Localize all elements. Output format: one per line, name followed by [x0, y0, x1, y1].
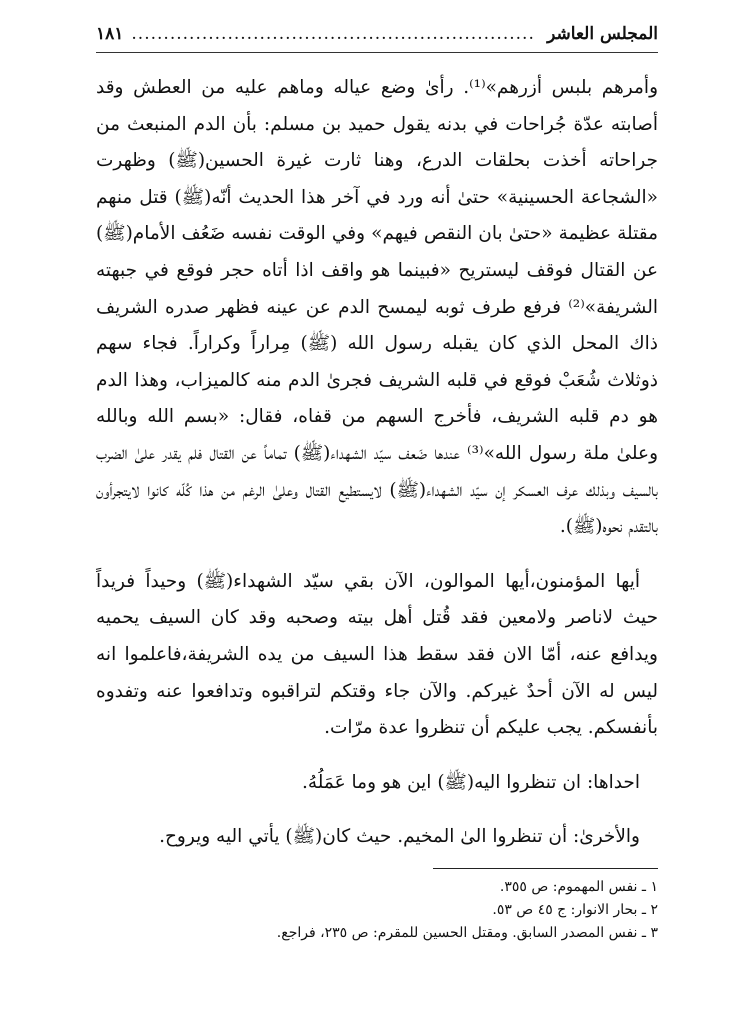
footnote-rule	[433, 868, 658, 869]
page-number: ١٨١	[96, 24, 124, 44]
paragraph-4: والأخرىٰ: أن تنظروا الىٰ المخيم. حيث كان(ﷺ) يأتي اليه ويروح.	[159, 826, 640, 848]
chapter-title: المجلس العاشر	[547, 24, 658, 44]
footnote-1: ١ ـ نفس المهموم: ص ٣٥٥.	[499, 879, 658, 895]
header-rule	[96, 52, 658, 53]
main-text	[96, 70, 658, 856]
paragraph-1: وأمرهم بلبس أزرهم»⁽¹⁾. رأىٰ وضع عياله وماهم عليه من العطش وقد أصابته عدّة جُراحات في بدنه يقول حميد بن مسلم: بأن الدم المنبعث من جراحاته أخذت بحلقات الدرع، وهنا ثارت غيرة الحسين(ﷺ) وظهرت «الشجاعة الحسينية» حتىٰ أنه ورد في آخر هذا الحديث أنّه(ﷺ) قتل منهم مقتلة عظيمة «حتىٰ بان النقص فيهم» وفي الوقت نفسه ضَعُف الأمام(ﷺ) عن القتال فوقف ليستريح «فبينما هو واقف اذا أتاه حجر فوقع في جبهته الشريفة»⁽²⁾ فرفع طرف ثوبه ليمسح الدم عن عينه فظهر صدره الشريف ذاك المحل الذي كان يقبله رسول الله (ﷺ) مِراراً وكراراً. فجاء سهم ذوثلاث شُعَبْ فوقع في قلبه الشريف فجرىٰ الدم منه كالميزاب، وهذا الدم هو دم قلبه الشريف، فأخرج السهم من قفاه، فقال: «بسم الله وبالله وعلىٰ ملة رسول الله»⁽³⁾ عندها ضَعف سيّد الشهداء(ﷺ) تماماً عن القتال فلم يقدر علىٰ الضرب بالسيف وبذلك عرف العسكر إن سيّد الشهداء(ﷺ) لايستطيع القتال وعلىٰ الرغم من هذا كُلّه كانوا لايتجرأون بالتقدم نحوه(ﷺ).	[96, 77, 659, 538]
footnote-3: ٣ ـ نفس المصدر السابق. ومقتل الحسين للمقرم: ص ٢٣٥، فراجع.	[276, 925, 658, 941]
paragraph-2: أيها المؤمنون،أيها الموالون، الآن بقي سيّد الشهداء(ﷺ) وحيداً فريداً حيث لاناصر ولامعين فقد قُتل أهل بيته وصحبه وقد كان السيف يحميه ويدافع عنه، أمّا الان فقد سقط هذا السيف من يده الشريفة،فاعلموا انه ليس له الآن أحدٌ غيركم. والآن جاء وقتكم لتراقبوه وتدافعوا عنه وتفدوه بأنفسكم. يجب عليكم أن تنظروا عدة مرّات.	[96, 570, 658, 739]
footnote-2: ٢ ـ بحار الانوار: ج ٤٥ ص ٥٣.	[492, 902, 658, 918]
running-header	[96, 24, 658, 44]
header-leader-dots: ...............................................................	[131, 24, 535, 44]
footnotes	[96, 876, 658, 945]
paragraph-3: احداها: ان تنظروا اليه(ﷺ) اين هو وما عَمَلُهُ.	[301, 771, 640, 793]
